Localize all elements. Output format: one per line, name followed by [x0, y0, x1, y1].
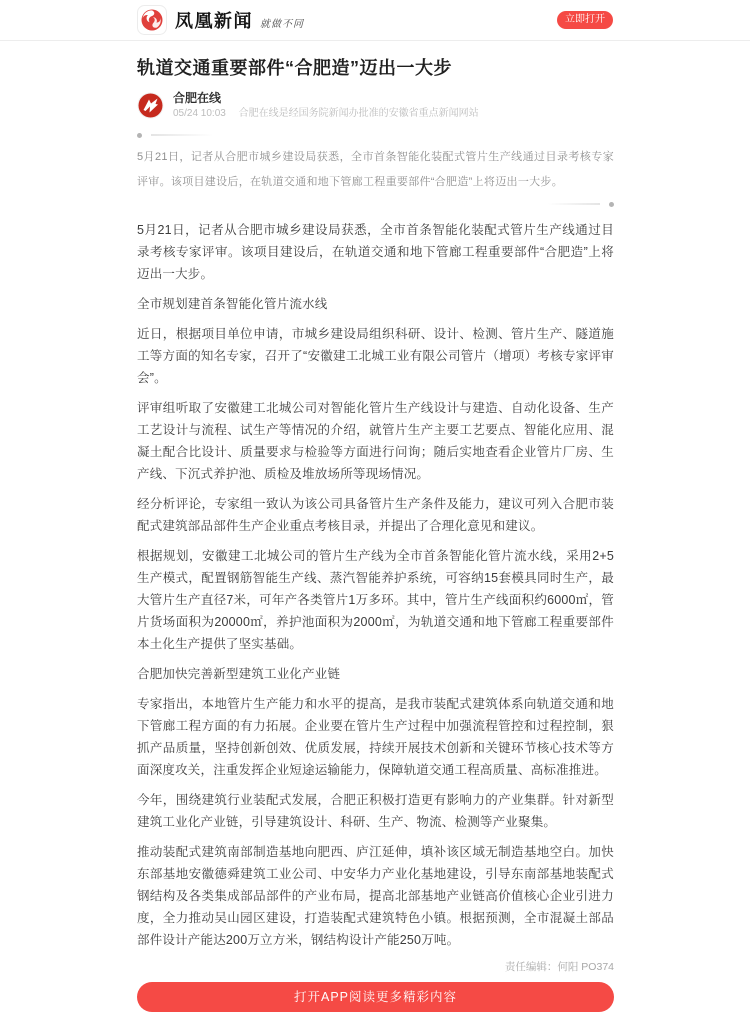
top-app-banner: [0, 0, 750, 41]
brand-logo-group[interactable]: [137, 5, 304, 35]
author-row[interactable]: [137, 91, 614, 120]
paragraph: 专家指出，本地管片生产能力和水平的提高，是我市装配式建筑体系向轨道交通和地下管廊工程方面的有力拓展。企业要在管片生产过程中加强流程管控和过程控制，狠抓产品质量，坚持创新创效、优质发展，持续开展技术创新和关键环节核心技术等方面深度攻关，注重发挥企业短途运输能力，保障轨道交通工程高质量、高标准推进。: [137, 697, 614, 777]
phoenix-news-logo-icon: [137, 5, 167, 35]
paragraph: 今年，围绕建筑行业装配式发展，合肥正积极打造更有影响力的产业集群。针对新型建筑工业化产业链，引导建筑设计、科研、生产、物流、检测等产业聚集。: [137, 793, 614, 829]
quote-deco-top: [137, 132, 614, 138]
author-meta: [173, 91, 479, 120]
paragraph: 根据规划，安徽建工北城公司的管片生产线为全市首条智能化管片流水线，采用2+5生产模式，配置钢筋智能生产线、蒸汽智能养护系统，可容纳15套模具同时生产，最大管片生产直径7米，可年产各类管片1万多环。其中，管片生产线面积约6000㎡，管片货场面积为20000㎡，养护池面积为2000㎡，为轨道交通和地下管廊工程重要部件本土化生产提供了坚实基础。: [137, 549, 614, 651]
paragraph: 推动装配式建筑南部制造基地向肥西、庐江延伸，填补该区域无制造基地空白。加快东部基地安徽德舜建筑工业公司、中安华力产业化基地建设，引导东南部基地装配式钢结构及各类集成部品部件的产业布局，提高北部基地产业链高价值核心企业引进力度，全力推动吴山园区建设，打造装配式建筑特色小镇。根据预测，全市混凝土部品部件设计产能达200万立方米，钢结构设计产能250万吨。: [137, 845, 614, 947]
article-title: 轨道交通重要部件“合肥造”迈出一大步: [137, 58, 452, 78]
brand-slogan: 就做不同: [260, 18, 304, 30]
article-summary-block: [137, 132, 614, 207]
author-description: 合肥在线是经国务院新闻办批准的安徽省重点新闻网站: [238, 108, 479, 119]
quote-dot-icon: [609, 202, 614, 207]
hefei-online-avatar-icon[interactable]: [137, 92, 164, 119]
editor-credit: 责任编辑：何阳 PO374: [504, 961, 614, 973]
quote-line-icon: [151, 134, 213, 136]
brand-name: 凤凰新闻: [175, 11, 253, 31]
quote-dot-icon: [137, 133, 142, 138]
quote-line-icon: [548, 203, 600, 205]
article-container: [137, 56, 614, 974]
publish-meta: [173, 108, 479, 120]
quote-deco-bottom: [137, 201, 614, 207]
open-app-now-button[interactable]: 立即打开: [557, 11, 613, 29]
open-app-read-more-button[interactable]: 打开APP阅读更多精彩内容: [137, 982, 614, 1012]
author-name[interactable]: 合肥在线: [173, 91, 222, 105]
publish-time: 05/24 10:03: [173, 108, 226, 119]
section-subheading: 全市规划建首条智能化管片流水线: [137, 297, 328, 311]
article-body: [137, 219, 614, 951]
summary-text: 5月21日，记者从合肥市城乡建设局获悉，全市首条智能化装配式管片生产线通过目录考核专家评审。该项目建设后，在轨道交通和地下管廊工程重要部件“合肥造”上将迈出一大步。: [137, 151, 614, 188]
paragraph: 评审组听取了安徽建工北城公司对智能化管片生产线设计与建造、自动化设备、生产工艺设计与流程、试生产等情况的介绍，就管片生产主要工艺要点、智能化应用、混凝土配合比设计、质量要求与检验等方面进行问询；随后实地查看企业管片厂房、生产线、下沉式养护池、质检及堆放场所等现场情况。: [137, 401, 614, 481]
paragraph: 经分析评论，专家组一致认为该公司具备管片生产条件及能力，建议可列入合肥市装配式建筑部品部件生产企业重点考核目录，并提出了合理化意见和建议。: [137, 497, 614, 533]
paragraph: 近日，根据项目单位申请，市城乡建设局组织科研、设计、检测、管片生产、隧道施工等方面的知名专家，召开了“安徽建工北城工业有限公司管片（增项）考核专家评审会”。: [137, 327, 614, 385]
paragraph: 5月21日，记者从合肥市城乡建设局获悉，全市首条智能化装配式管片生产线通过目录考核专家评审。该项目建设后，在轨道交通和地下管廊工程重要部件“合肥造”上将迈出一大步。: [137, 223, 614, 281]
section-subheading: 合肥加快完善新型建筑工业化产业链: [137, 667, 341, 681]
